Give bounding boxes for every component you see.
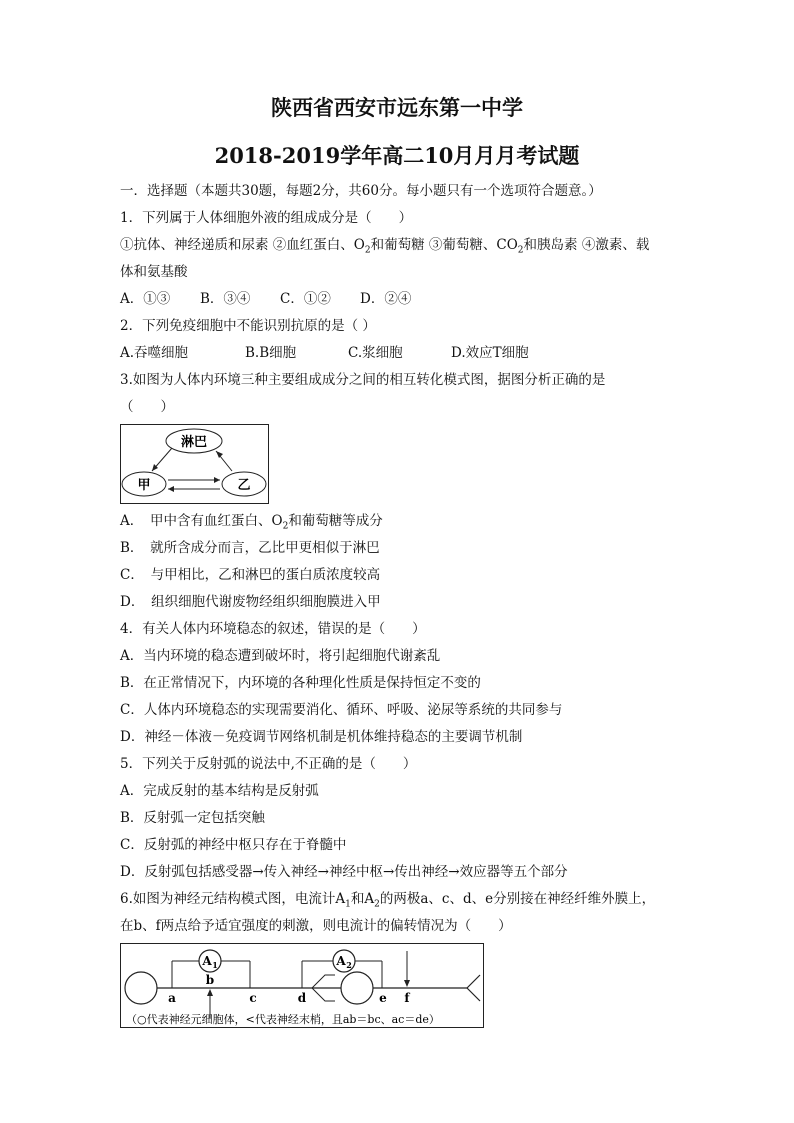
q6-diagram-caption: （○代表神经元细胞体，<代表神经末梢，且ab＝bc、ac＝de） — [126, 1013, 440, 1026]
page-title: 陕西省西安市远东第一中学 — [271, 95, 523, 120]
q5-option-c: C．反射弧的神经中枢只存在于脊髓中 — [120, 837, 347, 853]
q1-options — [120, 290, 690, 308]
q5-option-a: A．完成反射的基本结构是反射弧 — [120, 783, 319, 799]
q4-option-b: B．在正常情况下，内环境的各种理化性质是保持恒定不变的 — [120, 675, 481, 691]
q1-items-line1: ①抗体、神经递质和尿素 ②血红蛋白、$O_2$和葡萄糖 ③葡萄糖、$CO_2$和胰岛素 ④激素、载 — [120, 237, 650, 256]
q3-option-c: C． 与甲相比，乙和淋巴的蛋白质浓度较高 — [120, 567, 381, 583]
neuron-soma-1 — [125, 972, 157, 1004]
q4-option-d: D．神经－体液－免疫调节网络机制是机体维持稳态的主要调节机制 — [120, 729, 523, 745]
label-b: b — [205, 973, 215, 987]
q2-option-a: A.吞噬细胞 — [120, 345, 189, 361]
q1-stem: 1．下列属于人体细胞外液的组成成分是（ ） — [120, 210, 413, 226]
q1-option-a: A．①③ — [120, 291, 171, 307]
q2-options — [120, 344, 690, 362]
svg-text:1: 1 — [212, 960, 218, 970]
q6-stem-line1: 6.如图为神经元结构模式图，电流计$A_1$和$A_2$的两极a、c、d、e分别接在神经纤维外膜上， — [120, 891, 656, 910]
q5-stem: 5．下列关于反射弧的说法中,不正确的是（ ） — [120, 756, 417, 772]
q1-option-d: D．②④ — [360, 291, 412, 307]
label-e: e — [379, 991, 387, 1005]
label-d: d — [297, 991, 307, 1005]
section-header: 一．选择题（本题共30题，每题2分，共60分。每小题只有一个选项符合题意。） — [120, 183, 602, 199]
q5-option-d: D．反射弧包括感受器→传入神经→神经中枢→传出神经→效应器等五个部分 — [120, 864, 568, 880]
q3-node-left: 甲 — [137, 478, 151, 493]
q5-option-b: B．反射弧一定包括突触 — [120, 810, 265, 826]
label-f: f — [404, 991, 410, 1005]
q3-paren: （ ） — [120, 399, 174, 415]
q3-option-d: D． 组织细胞代谢废物经组织细胞膜进入甲 — [120, 594, 381, 610]
svg-text:2: 2 — [346, 960, 352, 970]
q3-option-a: A． 甲中含有血红蛋白、$O_2$和葡萄糖等成分 — [120, 513, 383, 532]
q6-stem-line2: 在b、f两点给予适宜强度的刺激，则电流计的偏转情况为（ ） — [120, 918, 512, 934]
q3-option-b: B． 就所含成分而言，乙比甲更相似于淋巴 — [120, 540, 380, 556]
q4-stem: 4．有关人体内环境稳态的叙述，错误的是（ ） — [120, 621, 426, 637]
page-subtitle: 2018-2019学年高二10月月月考试题 — [214, 143, 580, 168]
q3-node-top: 淋巴 — [180, 435, 208, 450]
svg-text:A: A — [202, 954, 212, 968]
q3-diagram — [120, 424, 270, 504]
q4-option-a: A．当内环境的稳态遭到破坏时，将引起细胞代谢紊乱 — [120, 648, 441, 664]
q2-option-b: B.B细胞 — [245, 345, 297, 361]
neuron-soma-2 — [341, 972, 373, 1004]
q2-option-d: D.效应T细胞 — [451, 345, 529, 361]
q2-option-c: C.浆细胞 — [348, 345, 403, 361]
svg-text:A: A — [336, 954, 346, 968]
label-a: a — [168, 991, 176, 1005]
q1-option-c: C．①② — [280, 291, 331, 307]
q6-diagram — [120, 943, 485, 1028]
q2-stem: 2．下列免疫细胞中不能识别抗原的是（ ） — [120, 318, 376, 334]
label-c: c — [249, 991, 257, 1005]
q4-option-c: C．人体内环境稳态的实现需要消化、循环、呼吸、泌尿等系统的共同参与 — [120, 702, 563, 718]
q1-items-line2: 体和氨基酸 — [120, 264, 188, 280]
q1-option-b: B．③④ — [200, 291, 251, 307]
q3-node-right: 乙 — [237, 478, 251, 493]
q3-stem: 3.如图为人体内环境三种主要组成成分之间的相互转化模式图，据图分析正确的是 — [120, 372, 606, 388]
